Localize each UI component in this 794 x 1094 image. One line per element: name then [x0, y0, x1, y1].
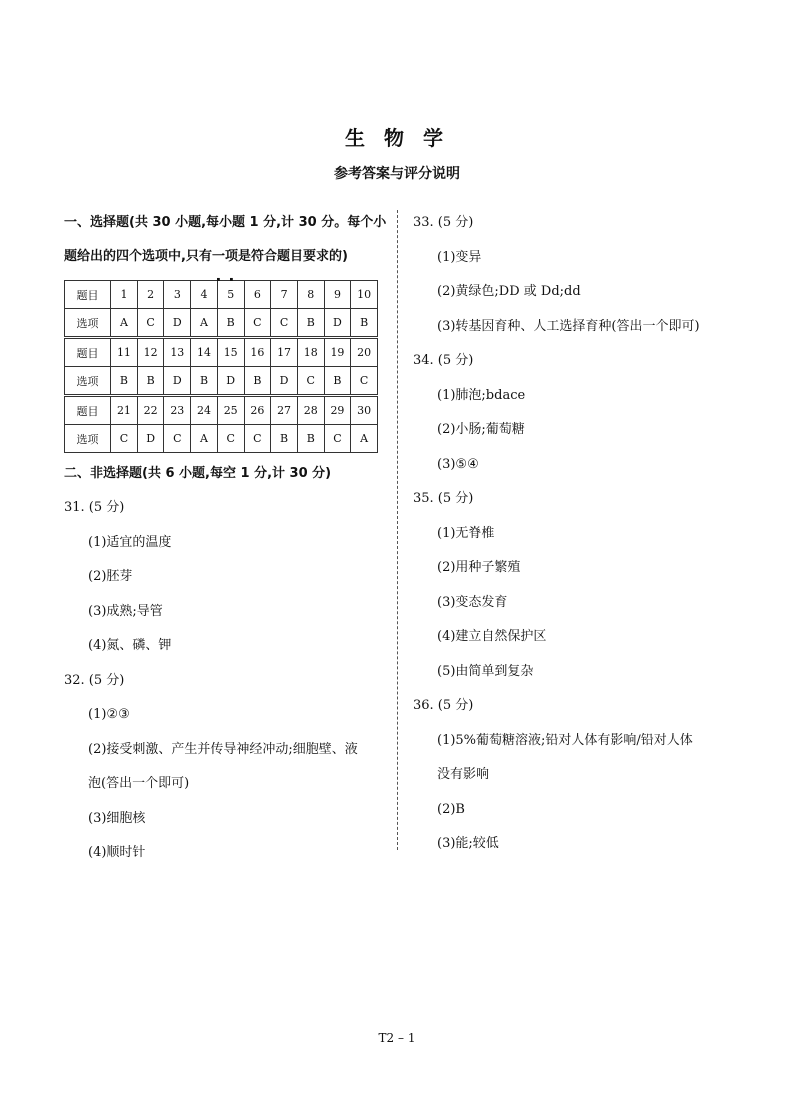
answer-line: (3)细胞核 — [88, 810, 146, 826]
question-number: 26 — [244, 396, 271, 425]
answer-line: (4)氮、磷、钾 — [88, 638, 172, 653]
answer-line: (1)无脊椎 — [437, 525, 495, 541]
question-number: 12 — [137, 338, 164, 367]
answer-line: (1)②③ — [88, 707, 130, 722]
answer-option: C — [164, 425, 191, 453]
answer-option: D — [164, 309, 191, 338]
answer-option: B — [217, 309, 244, 338]
answer-line: (1)变异 — [437, 249, 482, 265]
multiple-choice-answer-table — [64, 280, 378, 453]
question-number: 24 — [191, 396, 218, 425]
question-number: 23 — [164, 396, 191, 425]
table-row — [65, 367, 378, 396]
column-divider — [397, 210, 398, 850]
answer-line: (4)顺时针 — [88, 845, 146, 860]
question-number: 8 — [297, 281, 324, 309]
answer-option: B — [351, 309, 378, 338]
row-label-option: 选项 — [65, 367, 111, 396]
answer-option: C — [297, 367, 324, 396]
answer-line: (1)适宜的温度 — [88, 534, 172, 550]
answer-option: B — [297, 309, 324, 338]
question-number: 20 — [351, 338, 378, 367]
answer-line: (2)接受刺激、产生并传导神经冲动;细胞壁、液 — [88, 741, 358, 757]
answer-option: C — [271, 309, 298, 338]
answer-option: C — [217, 425, 244, 453]
page-title: 生 物 学 — [345, 126, 449, 150]
table-row — [65, 338, 378, 367]
question-number: 21 — [111, 396, 138, 425]
answer-option: A — [191, 425, 218, 453]
answer-option: D — [137, 425, 164, 453]
left-column — [64, 206, 390, 871]
answer-line: (2)B — [437, 801, 465, 817]
row-label-option: 选项 — [65, 309, 111, 338]
table-row — [65, 309, 378, 338]
answer-option: D — [324, 309, 351, 338]
answer-line: (2)用种子繁殖 — [437, 560, 521, 575]
answer-option: C — [351, 367, 378, 396]
question-number: 29 — [324, 396, 351, 425]
answer-option: B — [271, 425, 298, 453]
question-35-heading: 35. (5 分) — [413, 491, 474, 506]
answer-line: (3)转基因育种、人工选择育种(答出一个即可) — [437, 318, 700, 334]
answer-option: B — [111, 367, 138, 396]
question-number: 7 — [271, 281, 298, 309]
answer-option: D — [217, 367, 244, 396]
answer-line: (3)成熟;导管 — [88, 603, 163, 619]
question-number: 1 — [111, 281, 138, 309]
question-34-heading: 34. (5 分) — [413, 353, 474, 368]
answer-option: D — [271, 367, 298, 396]
answer-line: (5)由简单到复杂 — [437, 663, 534, 679]
section1-heading-line2 — [64, 240, 390, 274]
answer-option: B — [191, 367, 218, 396]
answer-line-continued: 没有影响 — [437, 767, 490, 782]
answer-option: B — [297, 425, 324, 453]
table-row — [65, 396, 378, 425]
question-number: 16 — [244, 338, 271, 367]
answer-line: (1)肺泡;bdace — [437, 387, 526, 403]
answer-option: D — [164, 367, 191, 396]
question-number: 22 — [137, 396, 164, 425]
question-number: 5 — [217, 281, 244, 309]
question-33-heading: 33. (5 分) — [413, 215, 474, 230]
answer-line: (4)建立自然保护区 — [437, 629, 547, 644]
question-number: 10 — [351, 281, 378, 309]
answer-option: A — [191, 309, 218, 338]
row-label-option: 选项 — [65, 425, 111, 453]
heading-text: 题给出的四个选项中,只有 — [64, 249, 212, 264]
answer-line: (1)5%葡萄糖溶液;铅对人体有影响/铅对人体 — [437, 732, 693, 748]
question-31-heading: 31. (5 分) — [64, 500, 125, 515]
question-number: 25 — [217, 396, 244, 425]
question-number: 17 — [271, 338, 298, 367]
answer-line: (2)小肠;葡萄糖 — [437, 422, 525, 437]
answer-option: C — [137, 309, 164, 338]
question-number: 14 — [191, 338, 218, 367]
question-number: 18 — [297, 338, 324, 367]
question-number: 19 — [324, 338, 351, 367]
section1-heading-line1: 一、选择题(共 30 小题,每小题 1 分,计 30 分。每个小 — [64, 215, 387, 230]
question-number: 15 — [217, 338, 244, 367]
answer-option: B — [137, 367, 164, 396]
answer-option: C — [244, 309, 271, 338]
answer-option: C — [324, 425, 351, 453]
question-number: 13 — [164, 338, 191, 367]
question-number: 6 — [244, 281, 271, 309]
answer-line: (2)胚芽 — [88, 569, 133, 584]
question-number: 9 — [324, 281, 351, 309]
row-label-question: 题目 — [65, 281, 111, 309]
answer-option: A — [351, 425, 378, 453]
answer-line: (2)黄绿色;DD 或 Dd;dd — [437, 284, 581, 299]
answer-line-continued: 泡(答出一个即可) — [88, 776, 190, 791]
answer-line: (3)能;较低 — [437, 836, 499, 851]
question-number: 28 — [297, 396, 324, 425]
answer-line: (3)变态发育 — [437, 594, 508, 610]
question-number: 4 — [191, 281, 218, 309]
heading-text: 是符合题目要求的) — [237, 249, 348, 264]
row-label-question: 题目 — [65, 396, 111, 425]
page-number: T2 – 1 — [378, 1031, 416, 1045]
answer-option: B — [244, 367, 271, 396]
emphasis-char: 项 — [224, 249, 238, 264]
question-number: 27 — [271, 396, 298, 425]
row-label-question: 题目 — [65, 338, 111, 367]
answer-line: (3)⑤④ — [437, 456, 479, 472]
emphasis-char: 一 — [211, 249, 225, 264]
table-row — [65, 425, 378, 453]
question-number: 3 — [164, 281, 191, 309]
answer-option: B — [324, 367, 351, 396]
question-32-heading: 32. (5 分) — [64, 672, 125, 688]
question-36-heading: 36. (5 分) — [413, 698, 474, 713]
question-number: 2 — [137, 281, 164, 309]
answer-option: A — [111, 309, 138, 338]
question-number: 11 — [111, 338, 138, 367]
answer-option: C — [111, 425, 138, 453]
right-column — [413, 206, 753, 862]
question-number: 30 — [351, 396, 378, 425]
answer-option: C — [244, 425, 271, 453]
section2-heading: 二、非选择题(共 6 小题,每空 1 分,计 30 分) — [64, 466, 332, 481]
page-subtitle: 参考答案与评分说明 — [334, 166, 460, 182]
